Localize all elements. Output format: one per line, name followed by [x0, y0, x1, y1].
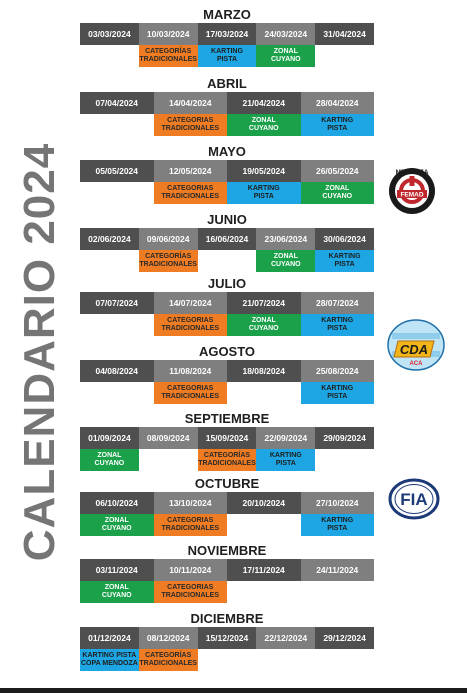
month-name: DICIEMBRE	[190, 611, 264, 626]
mendoza-text: MENDOZA	[395, 169, 429, 176]
event-tag-text	[161, 185, 219, 201]
date-cell: 28/04/2024	[301, 92, 375, 114]
date-row	[80, 23, 374, 45]
date-cell: 21/04/2024	[227, 92, 301, 114]
event-tag-text	[81, 652, 138, 668]
event-tag-empty	[256, 649, 315, 671]
femad-text: FEMAD	[400, 191, 424, 199]
event-tag-line: ZONAL	[104, 584, 129, 591]
date-row	[80, 160, 374, 182]
event-tag-empty	[227, 382, 301, 404]
month-block-julio	[80, 275, 374, 336]
date-cell: 27/10/2024	[301, 492, 375, 514]
event-tag-line: CATEGORIAS	[167, 185, 214, 192]
event-row	[80, 649, 374, 671]
event-tag-line: TRADICIONALES	[161, 325, 220, 332]
event-tag-line: PISTA	[253, 193, 274, 200]
date-cell: 22/09/2024	[256, 427, 315, 449]
event-row	[80, 45, 374, 67]
event-tag-line: COPA MENDOZA	[81, 660, 138, 667]
date-cell: 20/10/2024	[227, 492, 301, 514]
date-cell: 24/03/2024	[256, 23, 315, 45]
date-cell: 28/07/2024	[301, 292, 375, 314]
date-cell: 13/10/2024	[154, 492, 228, 514]
month-name: SEPTIEMBRE	[184, 411, 270, 426]
month-block-diciembre	[80, 610, 374, 671]
event-tag-line: CATEGORIAS	[167, 385, 214, 392]
event-tag	[154, 114, 228, 136]
month-name: MARZO	[203, 7, 251, 22]
event-tag	[139, 649, 198, 671]
event-tag-empty	[198, 250, 257, 272]
month-block-noviembre	[80, 542, 374, 603]
date-cell: 19/05/2024	[227, 160, 301, 182]
cda-sub-text: ACA	[409, 361, 423, 367]
date-cell: 16/06/2024	[198, 228, 257, 250]
event-tag-line: KARTING	[321, 517, 354, 524]
event-tag-text	[139, 652, 197, 668]
event-row	[80, 314, 374, 336]
event-tag	[256, 449, 315, 471]
event-tag	[198, 45, 257, 67]
event-tag	[227, 114, 301, 136]
event-tag-line: CATEGORIAS	[167, 584, 214, 591]
month-block-junio	[80, 211, 374, 272]
event-tag-text	[321, 117, 353, 133]
event-tag-line: TRADICIONALES	[161, 525, 220, 532]
date-cell: 08/09/2024	[139, 427, 198, 449]
event-tag-empty	[227, 581, 301, 603]
event-tag-line: TRADICIONALES	[198, 460, 256, 467]
footer-bar	[0, 688, 467, 693]
event-row	[80, 250, 374, 272]
date-cell: 17/11/2024	[227, 559, 301, 581]
date-cell: 30/06/2024	[315, 228, 374, 250]
event-tag-line: TRADICIONALES	[139, 261, 197, 268]
event-tag-line: PISTA	[327, 325, 348, 332]
event-tag-line: KARTING	[269, 452, 302, 459]
event-tag-empty	[315, 45, 374, 67]
fia-logo	[388, 478, 440, 520]
event-tag	[139, 250, 198, 272]
event-tag-text	[249, 317, 279, 333]
event-tag-line: ZONAL	[104, 517, 129, 524]
date-cell: 29/12/2024	[315, 627, 374, 649]
event-tag-text	[249, 117, 279, 133]
event-tag-line: TRADICIONALES	[161, 193, 220, 200]
month-name: AGOSTO	[198, 344, 256, 359]
event-tag-empty	[80, 182, 154, 204]
event-tag-line: CATEGORÍAS	[203, 452, 251, 459]
event-tag-text	[271, 48, 301, 64]
month-block-abril	[80, 75, 374, 136]
event-tag-line: CATEGORIAS	[167, 117, 214, 124]
date-cell: 09/06/2024	[139, 228, 198, 250]
event-tag	[256, 250, 315, 272]
event-tag	[154, 382, 228, 404]
cda-text: CDA	[399, 342, 429, 357]
date-row	[80, 559, 374, 581]
event-row	[80, 449, 374, 471]
event-row	[80, 514, 374, 536]
date-row	[80, 492, 374, 514]
date-cell: 04/08/2024	[80, 360, 154, 382]
event-tag-text	[321, 385, 353, 401]
event-row	[80, 581, 374, 603]
event-tag-text	[102, 584, 132, 600]
event-tag-line: CUYANO	[101, 525, 132, 532]
date-cell: 21/07/2024	[227, 292, 301, 314]
month-block-septiembre	[80, 410, 374, 471]
event-tag-text	[329, 253, 361, 269]
date-cell: 31/04/2024	[315, 23, 374, 45]
event-tag-line: ZONAL	[97, 452, 122, 459]
date-cell: 18/08/2024	[227, 360, 301, 382]
event-tag	[80, 649, 139, 671]
event-tag-empty	[315, 649, 374, 671]
event-tag-line: ZONAL	[325, 185, 350, 192]
month-block-mayo	[80, 143, 374, 204]
event-tag-line: TRADICIONALES	[161, 393, 220, 400]
date-cell: 03/11/2024	[80, 559, 154, 581]
event-tag	[301, 114, 375, 136]
event-tag-empty	[80, 314, 154, 336]
date-cell: 11/08/2024	[154, 360, 228, 382]
femad-mendoza-logo	[387, 164, 437, 216]
event-tag-line: CATEGORIAS	[167, 517, 214, 524]
event-tag-line: ZONAL	[251, 317, 276, 324]
event-tag-empty	[80, 250, 139, 272]
event-tag-line: TRADICIONALES	[161, 592, 220, 599]
date-row	[80, 627, 374, 649]
date-cell: 01/12/2024	[80, 627, 139, 649]
event-tag-line: TRADICIONALES	[139, 660, 197, 667]
event-tag	[154, 182, 228, 204]
event-tag-text	[139, 253, 197, 269]
date-cell: 26/05/2024	[301, 160, 375, 182]
cda-logo	[386, 319, 446, 371]
date-cell: 22/12/2024	[256, 627, 315, 649]
date-cell: 15/12/2024	[198, 627, 257, 649]
event-tag-line: KARTING PISTA	[82, 652, 137, 659]
date-cell: 24/11/2024	[301, 559, 375, 581]
event-tag-line: KARTING	[328, 253, 361, 260]
date-cell: 14/04/2024	[154, 92, 228, 114]
event-tag-text	[321, 317, 353, 333]
event-tag-line: CATEGORÍAS	[145, 253, 192, 260]
date-row	[80, 228, 374, 250]
event-tag-line: ZONAL	[273, 253, 298, 260]
event-tag-line: KARTING	[321, 317, 354, 324]
event-tag-text	[139, 48, 197, 64]
calendar-title	[14, 142, 66, 562]
event-tag-line: CUYANO	[270, 261, 301, 268]
date-cell: 29/09/2024	[315, 427, 374, 449]
date-cell: 23/06/2024	[256, 228, 315, 250]
month-name: JUNIO	[207, 212, 247, 227]
event-tag	[256, 45, 315, 67]
event-tag-line: KARTING	[321, 385, 354, 392]
month-name: MAYO	[208, 144, 246, 159]
event-tag-line: PISTA	[327, 125, 348, 132]
month-block-agosto	[80, 343, 374, 404]
event-tag-line: CATEGORIAS	[167, 317, 214, 324]
month-name: JULIO	[207, 276, 247, 291]
event-row	[80, 382, 374, 404]
event-tag-empty	[301, 581, 375, 603]
event-tag	[154, 581, 228, 603]
month-name: OCTUBRE	[194, 476, 260, 491]
event-tag	[227, 182, 301, 204]
event-tag-text	[161, 584, 219, 600]
event-tag-empty	[198, 649, 257, 671]
event-tag	[227, 314, 301, 336]
event-row	[80, 114, 374, 136]
event-tag-text	[161, 385, 219, 401]
date-cell: 02/06/2024	[80, 228, 139, 250]
event-tag-line: KARTING	[211, 48, 243, 55]
event-tag	[139, 45, 198, 67]
date-cell: 14/07/2024	[154, 292, 228, 314]
event-tag	[301, 314, 375, 336]
event-tag-text	[211, 48, 243, 64]
date-cell: 17/03/2024	[198, 23, 257, 45]
event-tag-line: CATEGORÍAS	[145, 48, 192, 55]
date-cell: 15/09/2024	[198, 427, 257, 449]
event-tag-line: PISTA	[327, 525, 348, 532]
date-row	[80, 360, 374, 382]
event-tag-line: PISTA	[275, 460, 296, 467]
event-tag-line: CUYANO	[270, 56, 301, 63]
date-cell: 12/05/2024	[154, 160, 228, 182]
date-cell: 25/08/2024	[301, 360, 375, 382]
fia-text: FIA	[400, 490, 428, 509]
event-tag-text	[198, 452, 256, 468]
event-tag-text	[95, 452, 125, 468]
event-tag-line: ZONAL	[251, 117, 276, 124]
event-tag-line: ZONAL	[273, 48, 298, 55]
date-row	[80, 427, 374, 449]
event-tag-empty	[139, 449, 198, 471]
event-tag-line: TRADICIONALES	[161, 125, 220, 132]
event-tag	[315, 250, 374, 272]
date-cell: 03/03/2024	[80, 23, 139, 45]
event-tag-text	[102, 517, 132, 533]
date-cell: 08/12/2024	[139, 627, 198, 649]
event-tag-empty	[227, 514, 301, 536]
event-tag	[80, 449, 139, 471]
event-tag	[301, 182, 375, 204]
event-tag-line: PISTA	[327, 393, 348, 400]
date-cell: 06/10/2024	[80, 492, 154, 514]
event-tag-line: KARTING	[247, 185, 280, 192]
date-row	[80, 292, 374, 314]
date-cell: 05/05/2024	[80, 160, 154, 182]
event-tag	[80, 514, 154, 536]
date-cell: 07/07/2024	[80, 292, 154, 314]
event-tag-line: CUYANO	[248, 125, 279, 132]
event-tag	[301, 382, 375, 404]
event-tag-empty	[80, 382, 154, 404]
date-cell: 01/09/2024	[80, 427, 139, 449]
event-tag-empty	[80, 114, 154, 136]
event-row	[80, 182, 374, 204]
event-tag-line: CATEGORÍAS	[145, 652, 192, 659]
event-tag-text	[271, 253, 301, 269]
event-tag-line: PISTA	[216, 56, 238, 63]
event-tag	[154, 314, 228, 336]
event-tag-text	[248, 185, 280, 201]
date-row	[80, 92, 374, 114]
date-cell: 10/11/2024	[154, 559, 228, 581]
event-tag-text	[321, 517, 353, 533]
event-tag-text	[161, 517, 219, 533]
event-tag-line: CUYANO	[248, 325, 279, 332]
date-cell: 07/04/2024	[80, 92, 154, 114]
event-tag-line: CUYANO	[322, 193, 353, 200]
event-tag	[154, 514, 228, 536]
event-tag	[198, 449, 257, 471]
event-tag-empty	[315, 449, 374, 471]
event-tag-text	[322, 185, 352, 201]
event-tag-line: CUYANO	[101, 592, 132, 599]
calendar-title-text: CALENDARIO 2024	[15, 142, 64, 562]
event-tag-line: TRADICIONALES	[139, 56, 197, 63]
month-name: NOVIEMBRE	[187, 543, 267, 558]
event-tag-line: CUYANO	[94, 460, 125, 467]
month-name: ABRIL	[207, 76, 247, 91]
month-block-octubre	[80, 475, 374, 536]
event-tag-line: KARTING	[321, 117, 354, 124]
event-tag	[80, 581, 154, 603]
event-tag-text	[161, 317, 219, 333]
event-tag-line: PISTA	[334, 261, 355, 268]
event-tag-text	[161, 117, 219, 133]
month-block-marzo	[80, 6, 374, 67]
event-tag	[301, 514, 375, 536]
date-cell: 10/03/2024	[139, 23, 198, 45]
event-tag-text	[270, 452, 302, 468]
event-tag-empty	[80, 45, 139, 67]
